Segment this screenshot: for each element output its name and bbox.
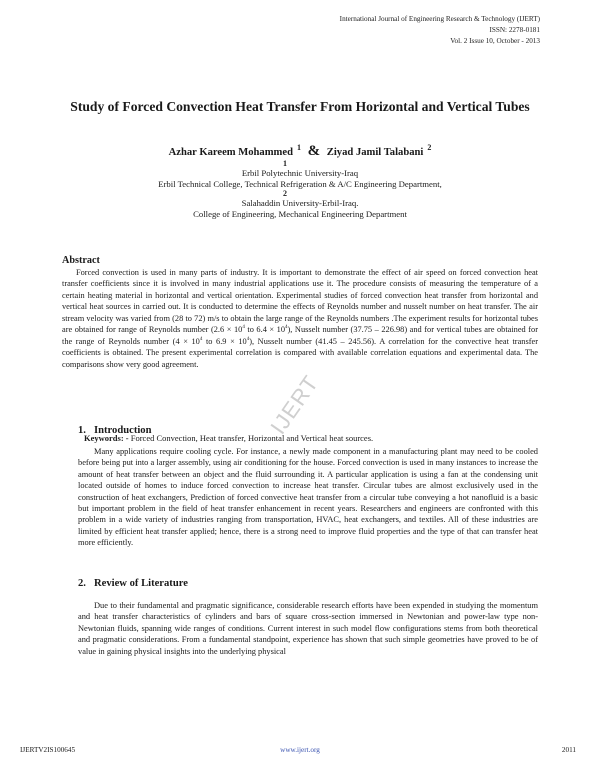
affiliation-2-number: 2	[283, 189, 287, 198]
keywords-text: Forced Convection, Heat transfer, Horizontal and Vertical heat sources.	[128, 433, 374, 443]
section-heading-review	[78, 578, 188, 589]
affiliation-1-line-2: Erbil Technical College, Technical Refrigeration & A/C Engineering Department,	[158, 179, 442, 190]
section-1-title: Introduction	[94, 425, 152, 436]
section-1-number: 1.	[78, 425, 86, 436]
footer-paper-id: IJERTV2IS100645	[20, 746, 76, 754]
affiliation-1	[70, 160, 530, 191]
author-line	[70, 143, 530, 161]
journal-volume: Vol. 2 Issue 10, October - 2013	[450, 37, 540, 45]
section-2-title: Review of Literature	[94, 578, 188, 589]
keywords-label: Keywords: -	[84, 433, 129, 443]
section-2-number: 2.	[78, 578, 86, 589]
author-2-affil-mark: 2	[427, 143, 432, 152]
abstract-heading: Abstract	[62, 255, 100, 266]
review-paragraph: Due to their fundamental and pragmatic significance, considerable research efforts have been expended in studying the momentum and heat transfer characteristics of cylinders and bars of square cross-section immersed in Newtonian and power-law type non-Newtonian fluids, spanning wide ranges of conditions. Current interest in such model flow configurations stems from both theoretical and pragmatic considerations. From a fundamental standpoint, experience has shown that such simple geometries have proved to be of value in gaining physical insights into the underlying physical	[78, 601, 538, 656]
ijert-watermark: IJERT	[265, 370, 324, 439]
author-2: Ziyad Jamil Talabani	[326, 147, 424, 158]
affiliation-1-number: 1	[283, 159, 287, 168]
introduction-paragraph: Many applications require cooling cycle. For instance, a newly made component in a manufacturing plant may need to be cooled before being put into a larger assembly, using air conditioning for the house. Forced convection is used in many instances to increase the amount of heat transfer between an object and the fluid surrounding it. A particular application is using a fan at the condensing unit located outside of homes to induce forced convection to increase heat transfer. Circular tubes are almost exclusively used in the construction of heat exchangers, Prediction of forced convective heat transfer from a circular tube conveying a hot nanofluid is a basic but important problem in the field of heat transfer enhancement in recent years. Researchers and engineers are confronted with this problem in a wide variety of industries ranging from transportation, HVAC, heat exchangers, and textiles. All of these industries are limited by efficient heat transfer applied; hence, there is a strong need to improve fluid properties and the type of that can transfer heat more efficiently.	[78, 447, 538, 548]
author-1-affil-mark: 1	[296, 143, 301, 152]
section-heading-introduction	[78, 425, 152, 436]
footer-url[interactable]: www.ijert.org	[280, 746, 320, 754]
journal-header	[340, 14, 540, 47]
abstract-text: Forced convection is used in many parts of industry. It is important to demonstrate the effect of air speed on forced convection heat transfer coefficients since it is involved in many industrial applications use it. The procedure consists of measuring the temperature of a certain heating material in horizontal and vertical orientation. Experimental studies of forced convection heat transfer from horizontal and vertical heat sources in carried out. It is conducted to determine the effects of Reynolds number and nusselt number on heat transfer. The air stream velocity was varied from (28 to 72) m/s to obtain the large range of the Reynolds numbers .The experiment results for horizontal tubes are obtained for range of Reynolds number ($2.6 \times 10^4$ to $6.4 \times 10^4$), Nusselt number (37.75 – 226.98) and for vertical tubes are obtained for the range of Reynolds number ($4 \times 10^4$ to $6.9 \times 10^4$), Nusselt number (41.45 – 245.56). A correlation for the convective heat transfer coefficients is obtained. The present experimental correlation is compared with available correlation equations and experimental data. The comparisons show very good agreement.	[62, 268, 538, 369]
affiliation-1-line-1: Erbil Polytechnic University-Iraq	[241, 168, 359, 178]
footer-page-number: 2011	[561, 746, 576, 754]
affiliation-2-line-2: College of Engineering, Mechanical Engineering Department	[193, 209, 407, 220]
author-ampersand: &	[307, 143, 321, 159]
paper-title: Study of Forced Convection Heat Transfer From Horizontal and Vertical Tubes	[70, 99, 530, 114]
affiliation-2-line-1: Salahaddin University-Erbil-Iraq.	[241, 198, 359, 208]
author-1: Azhar Kareem Mohammed	[168, 147, 293, 158]
journal-name: International Journal of Engineering Research & Technology (IJERT)	[339, 15, 540, 23]
affiliation-2	[70, 190, 530, 221]
journal-issn: ISSN: 2278-0181	[489, 26, 540, 34]
